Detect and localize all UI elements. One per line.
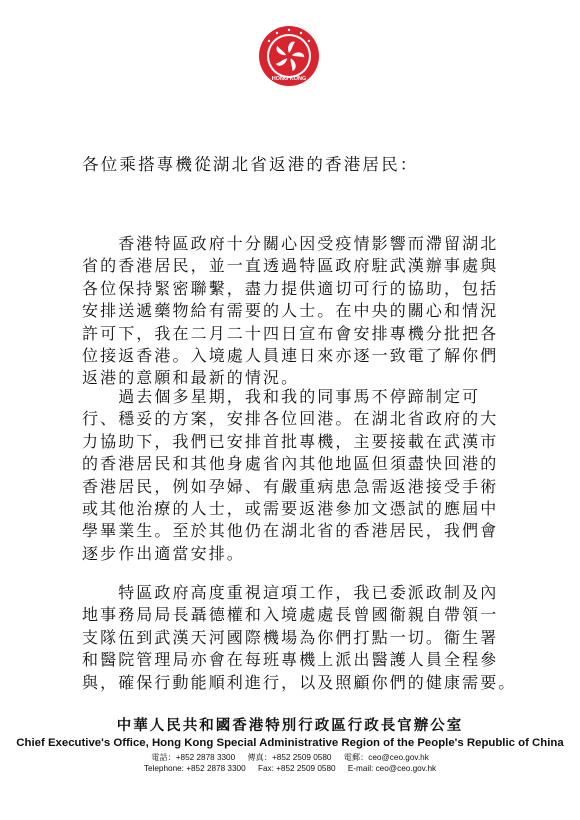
text-line: 香港特區政府十分關心因受疫情影響而滯留湖北 [82,234,499,253]
text-line: 特區政府高度重視這項工作，我已委派政制及內 [82,583,499,602]
emblem-icon [257,14,321,98]
text-line: 地事務局局長聶德權和入境處處長曾國衞親自帶領一 [82,605,499,625]
paragraph-1 [82,233,502,390]
emblem-text: HONG KONG [271,76,307,82]
text-line: 各位保持緊密聯繫，盡力提供適切可行的協助，包括 [82,278,499,298]
text-line: 行、穩妥的方案，安排各位回港。在湖北省政府的大 [82,409,499,429]
text-line: 的香港居民和其他身處省內其他地區但須盡快回港的 [82,454,499,474]
paragraph-3 [82,582,517,694]
text-line: 返港的意願和最新的情況。 [82,368,300,388]
email-zh: 電郵：ceo@ceo.gov.hk [343,753,429,762]
fax-en: Fax: +852 2509 0580 [257,764,336,773]
text-line: 省的香港居民，並一直透過特區政府駐武漢辦事處與 [82,256,499,276]
contact-en [0,763,580,774]
text-line: 位接返香港。入境處人員連日來亦逐一致電了解你們 [82,346,499,366]
letterhead-footer [0,714,580,774]
text-line: 與，確保行動能順利進行，以及照顧你們的健康需要。 [82,672,517,692]
office-name-en: Chief Executive's Office, Hong Kong Special Administrative Region of the People's Republic of China [16,737,564,749]
phone-zh: 電話：+852 2878 3300 [151,753,236,762]
text-line: 安排送遞藥物給有需要的人士。在中央的關心和情況 [82,301,499,321]
email-en: E-mail: ceo@ceo.gov.hk [347,764,437,773]
phone-en: Telephone: +852 2878 3300 [143,764,246,773]
text-line: 和醫院管理局亦會在每班專機上派出醫護人員全程參 [82,650,499,670]
text-line: 香港居民，例如孕婦、有嚴重病患急需返港接受手術 [82,476,499,496]
text-line: 逐步作出適當安排。 [82,543,245,563]
text-line: 許可下，我在二月二十四日宣布會安排專機分批把各 [82,323,499,343]
paragraph-2 [82,386,502,565]
text-line: 學畢業生。至於其他仍在湖北省的香港居民，我們會 [82,521,499,541]
office-name-zh: 中華人民共和國香港特別行政區行政長官辦公室 [116,718,464,734]
text-line: 支隊伍到武漢天河國際機場為你們打點一切。衞生署 [82,627,499,647]
fax-zh: 傳真：+852 2509 0580 [247,753,332,762]
text-line: 力協助下，我們已安排首批專機，主要接載在武漢市 [82,431,499,451]
text-line: 或其他治療的人士，或需要返港參加文憑試的應屆中 [82,499,499,519]
text-line: 過去個多星期，我和我的同事馬不停蹄制定可 [82,387,481,406]
contact-zh [0,752,580,763]
salutation: 各位乘搭專機從湖北省返港的香港居民： [82,155,419,174]
hksar-emblem [257,14,321,98]
